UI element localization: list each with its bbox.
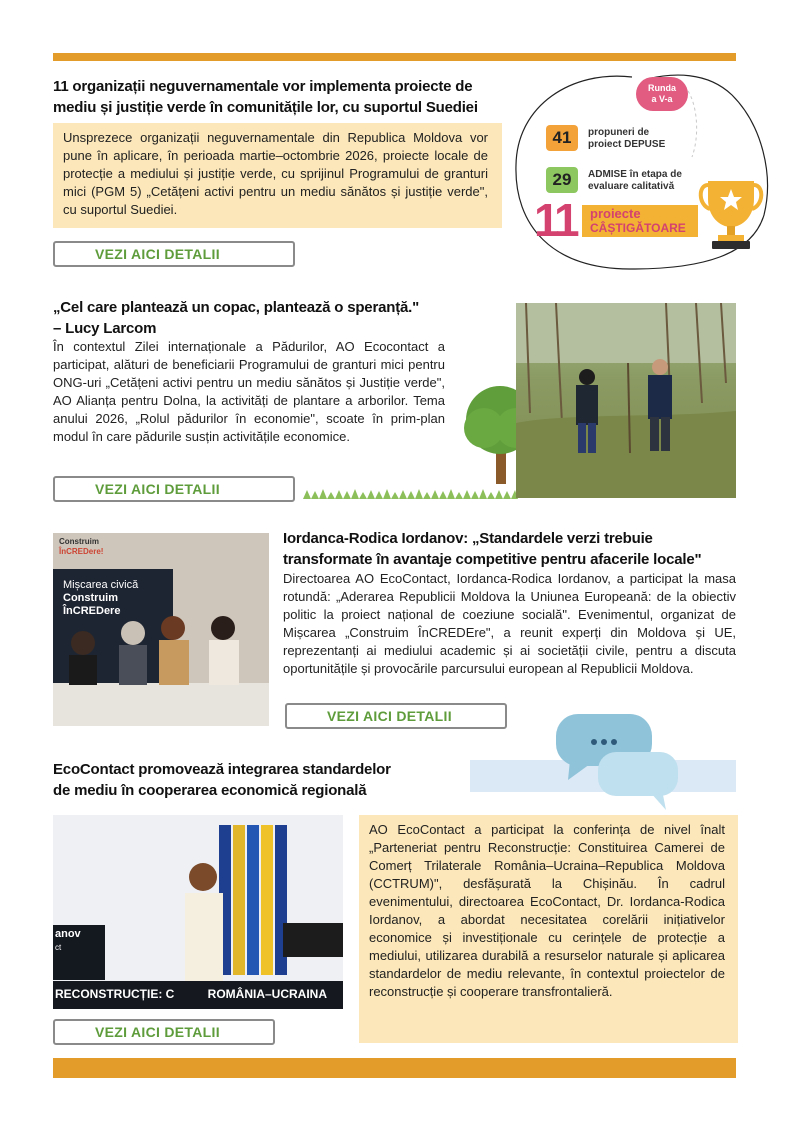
trophy-icon bbox=[696, 173, 766, 253]
round-badge bbox=[636, 77, 688, 111]
submitted-count-badge: 41 bbox=[546, 125, 578, 151]
photo-banner-line2: Construim bbox=[63, 592, 118, 604]
photo-logo-line2: ÎnCREDere! bbox=[59, 547, 104, 556]
section4-text-box bbox=[359, 815, 738, 1043]
section2-details-button[interactable]: VEZI AICI DETALII bbox=[53, 476, 295, 502]
winners-count: 11 bbox=[534, 194, 577, 246]
round-label: Runda bbox=[648, 83, 676, 93]
submitted-label-line2: proiect DEPUSE bbox=[588, 139, 666, 150]
section1-title: 11 organizații neguvernamentale vor implementa proiecte de mediu și justiție verde în comunitățile lor, cu suportul Suediei bbox=[53, 78, 478, 116]
photo-screen-text bbox=[55, 927, 81, 955]
admitted-count-badge: 29 bbox=[546, 167, 578, 193]
section3-details-button[interactable]: VEZI AICI DETALII bbox=[285, 703, 507, 729]
winners-label-line1: proiecte bbox=[590, 206, 641, 221]
photo-banner-caption: RECONSTRUCȚIE: C ROMÂNIA–UCRAINA bbox=[55, 987, 328, 1001]
admitted-label-line1: ADMISE în etapa de bbox=[588, 169, 682, 180]
round-number: a V-a bbox=[651, 94, 673, 104]
section2-title-quote: „Cel care plantează un copac, plantează o speranță." bbox=[53, 299, 420, 316]
section4-details-button[interactable]: VEZI AICI DETALII bbox=[53, 1019, 275, 1045]
section1-details-button[interactable]: VEZI AICI DETALII bbox=[53, 241, 295, 267]
tree-planting-photo bbox=[516, 303, 736, 498]
photo-logo-line1: Construim bbox=[59, 537, 99, 546]
admitted-label bbox=[588, 169, 682, 193]
section4-title-line1: EcoContact promovează integrarea standardelor bbox=[53, 761, 391, 778]
grant-round-infographic bbox=[512, 65, 778, 275]
photo-banner-text bbox=[63, 579, 138, 618]
photo-banner-line1: Mișcarea civică bbox=[63, 579, 139, 591]
section4-body: AO EcoContact a participat la conferința de nivel înalt „Parteneriat pentru Reconstrucție: Constituirea Camerei de Comerț Trilaterale România–Ucraina–Republica Moldova (CCTRUM)", desfășurată la Chișinău. În cadrul evenimentului, directoarea EcoContact, Dr. Iordanca-Rodica Iordanov, a abordat necesitatea corelării inițiativelor economice și investiționale cu cerințele de protecție a mediului, utilizarea durabilă a resurselor naturale și aplicarea standardelor de mediu relevante, în contextul proiectelor de reconstrucție și cooperare transfrontalieră. bbox=[369, 822, 725, 999]
round-table-scene bbox=[53, 533, 269, 726]
admitted-label-line2: evaluare calitativă bbox=[588, 181, 675, 192]
section3-body: Directoarea AO EcoContact, Iordanca-Rodica Iordanov, a participat la masa rotundă: „Aderarea Republicii Moldova la Uniunea Europeană: de la obiectiv politic la proiect național de coeziune socială". Evenimentul, organizat de Mișcarea „Construim ÎnCREDEre", a reunit experți din Moldova și UE, reprezentanți ai mediului academic și ai societății civile, pentru a discuta oportunitățile și provocările parcursului european al Republicii Moldova. bbox=[283, 571, 736, 676]
submitted-label bbox=[588, 127, 665, 151]
tree-planting-scene bbox=[516, 303, 736, 498]
speech-bubbles-illustration bbox=[470, 710, 740, 820]
conference-photo bbox=[53, 815, 343, 1009]
section2-body: În contextul Zilei internaționale a Pădurilor, AO Ecocontact a participat, alături de beneficiarii Programului de granturi mici pentru ONG-uri „Cetățeni activi pentru un mediu sănătos și Justiție verde", AO Alianța pentru Dolna, la activități de plantare a arborilor. Tema anului 2026, „Rolul pădurilor în economie", scoate în prim-plan modul în care pădurile susțin activitățile economice. bbox=[53, 339, 445, 444]
section4-title bbox=[53, 759, 473, 801]
section1-body: Unsprezece organizații neguvernamentale din Republica Moldova vor pune în aplicare, în perioada martie–octombrie 2026, proiecte locale de protecție a mediului și justiție verde, cu sprijinul Programului de granturi mici (PGM 5) „Cetățeni activi pentru un mediu sănătos și justiție verde", cu suportul Suediei. bbox=[63, 130, 488, 217]
section2-title-author: – Lucy Larcom bbox=[53, 320, 157, 337]
photo-banner-line3: ÎnCREDere bbox=[63, 605, 121, 617]
section2-title bbox=[53, 297, 473, 339]
section1-text-box bbox=[53, 123, 502, 228]
photo-screen-line1: anov bbox=[55, 928, 81, 940]
winners-label-line2: CÂȘTIGĂTOARE bbox=[590, 221, 686, 235]
photo-screen-line2: ct bbox=[55, 943, 62, 952]
grass-strip-illustration bbox=[303, 487, 518, 499]
round-table-photo bbox=[53, 533, 269, 726]
photo-logo-text bbox=[59, 537, 103, 557]
section4-title-line2: de mediu în cooperarea economică regională bbox=[53, 782, 367, 799]
bottom-accent-bar bbox=[53, 1058, 736, 1078]
section3-title: Iordanca-Rodica Iordanov: „Standardele verzi trebuie transformate în avantaje competitive pentru afacerile locale" bbox=[283, 530, 702, 568]
conference-scene bbox=[53, 815, 343, 1009]
submitted-label-line1: propuneri de bbox=[588, 127, 650, 138]
top-accent-bar bbox=[53, 53, 736, 61]
